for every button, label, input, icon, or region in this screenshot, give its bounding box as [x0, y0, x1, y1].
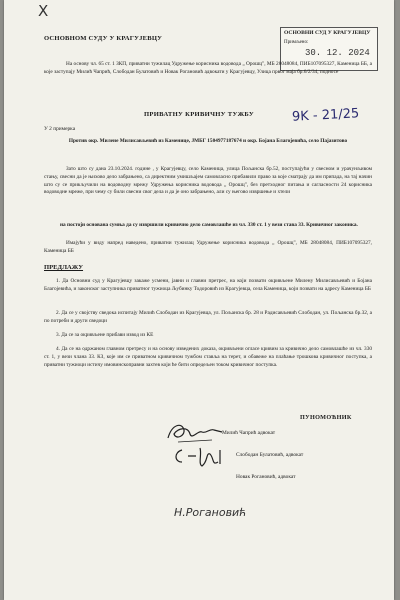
- document-title: ПРИВАТНУ КРИВИЧНУ ТУЖБУ: [143, 111, 254, 118]
- suspicion-paragraph: на постоји основана сумња да су извршили кривично дело самовлашће из чл. 330 ст. 1 у вези става 33. Кривичног законика.: [60, 222, 358, 228]
- proposal-item: 1. Да Основни суд у Крагујевцу закаже усмени, јавни и главни претрес, на који позвати окривљене Милену Милисављевић и Бојана Благојевића, и законског заступника приватног тужиоца Љубинку Тодоровић из Крагујевца, села Каменица, који позвати на адресу Каменица ББ: [44, 278, 372, 292]
- propose-heading: ПРЕДЛАЖУ: [44, 264, 84, 271]
- defendants-paragraph: Против окр. Милене Милисављевић из Каменице, ЈМБГ 1504977187674 и окр. Бојана Благојевића, село Пајазитово: [68, 138, 348, 144]
- facts-paragraph: Зато што су дана 23.10.2024. године , у Крагујевцу, село Каменица, улица Пољанска бр.52, поступајући у свесном и урачунљивом стању, свесни да је њихово дело забрањено, са директним умишљајем самовласно прибавили право за које сматрају да им припада, на тај начин што су се прикључили на водоводну мрежу Удружења корисника водовода „ Орошц", без претходног питања и сагласности 24 корисника водоводне мреже, при чему су били свесни свог дела и да је оно забрањено, али су његово извршење и хтели: [44, 166, 372, 196]
- given-paragraph: Имајући у виду напред наведено, приватни тужилац Удружење корисника водовода „ Орошц", МБ 28048084, ПИБ107095327, Каменица ББ: [44, 240, 372, 254]
- stamp-date: 30. 12. 2024: [305, 48, 370, 58]
- intro-paragraph: На основу чл. 65 ст. 1 ЗКП, приватни тужилац Удружење корисника водовода „ Орошц", МБ 28048084, ПИБ107095327, Каменица ББ, а које заступају Милић Чапрић, Слободан Булатовић и Новак Рогановић адвокати у Крагујевцу, Улица првог маја бр.6/2/34, подносе: [44, 61, 372, 75]
- proposal-item: 4. Да се на одржаном главном претресу и на основу изведених доказа, окривљени огласе кривим за кривично дело самовлашће из чл. 330 ст. 1, у вези члана 33. КЗ, које им се приватном кривичном тужбом ставља на терет, и обавеже на плаћање трошкова кривичног поступка, а приватни тужиоци истичу имовинскоправни захтев који ће бити опредељен током кривичног поступка.: [44, 346, 372, 368]
- signature-2-image: [172, 444, 230, 472]
- handwritten-signature-name: Н.Рогановић: [174, 506, 247, 519]
- court-header: ОСНОВНОМ СУДУ У КРАГУЈЕВЦУ: [44, 35, 163, 42]
- handwritten-case-number: 9K - 21/25: [291, 106, 360, 125]
- proposal-item: 3. Да се за окривљене прибави извод из КЕ: [56, 332, 154, 338]
- attorney-name: Новак Рогановић, адвокат: [236, 474, 296, 480]
- stamp-received-label: Примљено:: [284, 40, 309, 45]
- attorney-name: Милић Чапрић адвокат: [222, 430, 276, 436]
- signature-1-image: [164, 420, 226, 446]
- attorney-name: Слободан Булатовић, адвокат: [236, 452, 304, 458]
- document-page: [4, 0, 394, 600]
- corner-x-mark: X: [38, 2, 49, 20]
- copies-note: У 2 примерка: [44, 126, 76, 132]
- proposal-item: 2. Да се у својству сведока испитају Милић Слободан из Крагујевца, ул. Пољанска бр. 28 и Радисављевић Слободан, ул. Пољанска бр.32, а по потреби и други сведоци: [44, 310, 372, 324]
- signature-heading: ПУНОМОЋНИК: [300, 414, 352, 421]
- stamp-title: ОСНОВНИ СУД У КРАГУЈЕВЦУ: [284, 30, 371, 36]
